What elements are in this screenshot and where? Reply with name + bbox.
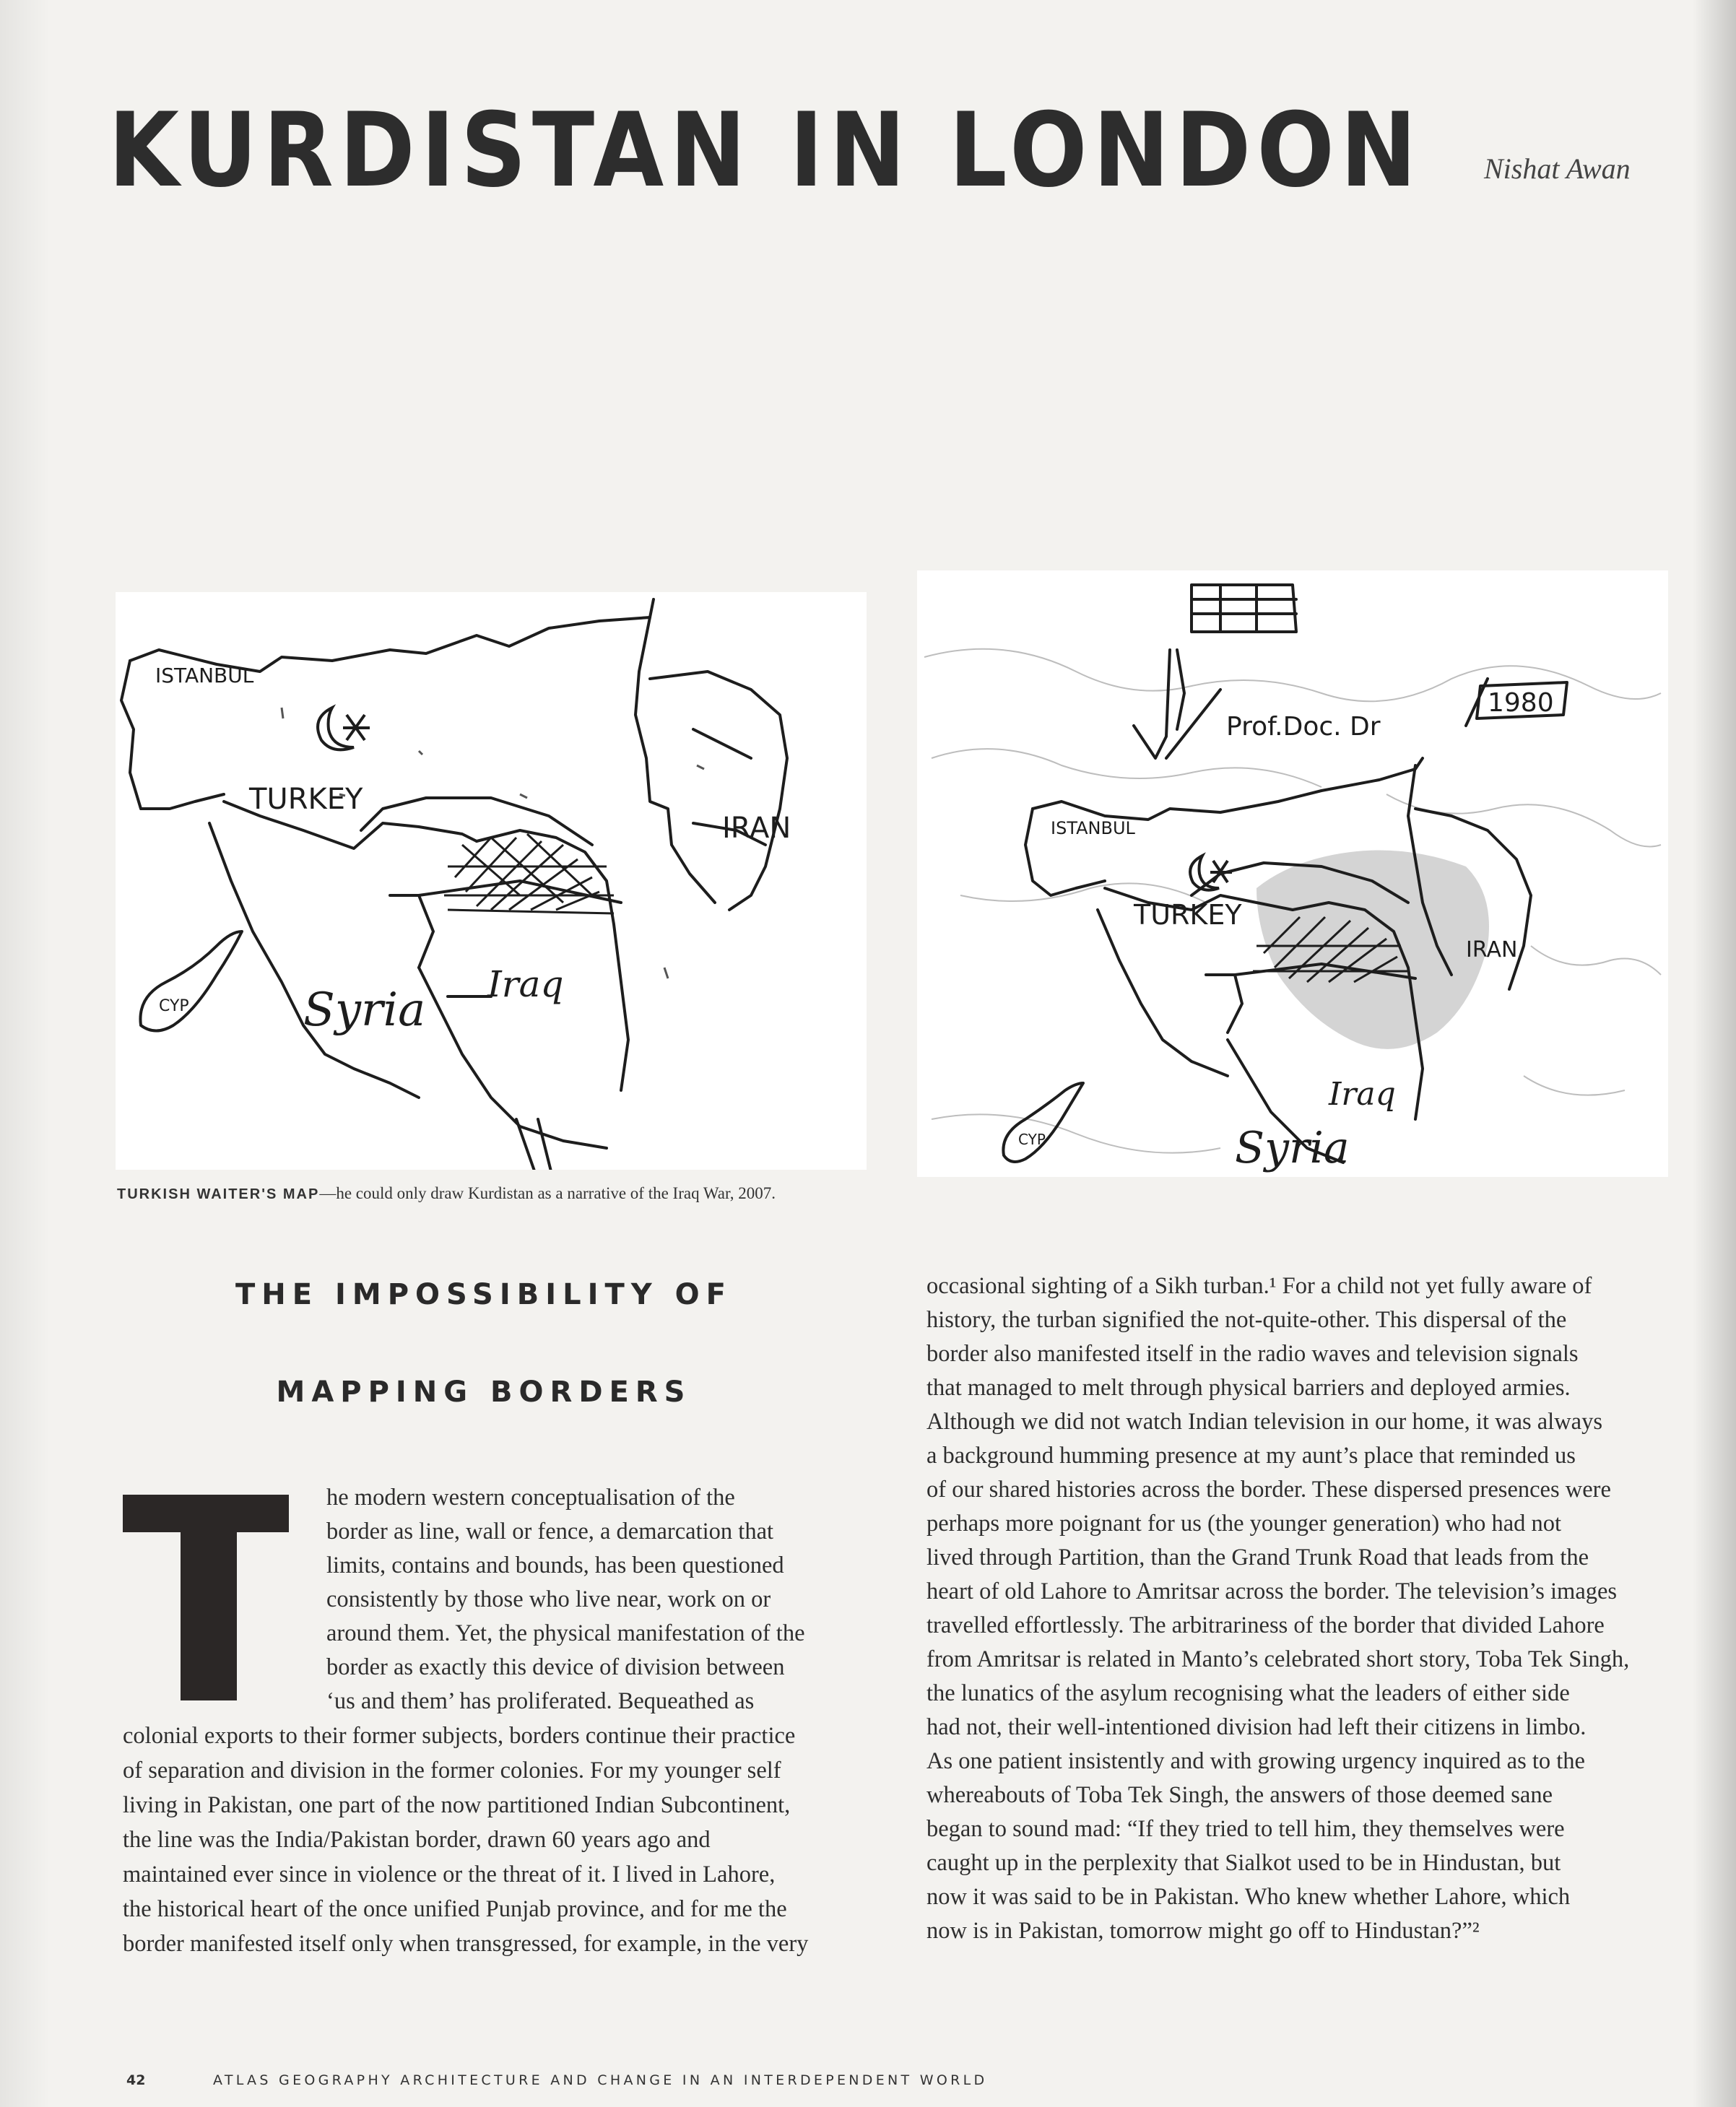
left-map-label-cyprus: CYP	[159, 997, 189, 1015]
body-right-line: perhaps more poignant for us (the younger generation) who had not	[926, 1511, 1562, 1537]
page-number: 42	[126, 2072, 146, 2088]
body-right-line: whereabouts of Toba Tek Singh, the answers of those deemed sane	[926, 1782, 1553, 1808]
right-sketch-map	[917, 570, 1668, 1177]
right-map-label-doctor: Prof.Doc. Dr	[1226, 712, 1381, 742]
page-edge-shade	[1693, 0, 1736, 2107]
section-heading-line-1: THE IMPOSSIBILITY OF	[235, 1278, 732, 1311]
left-map-label-syria: Syria	[303, 983, 426, 1037]
body-right-line: began to sound mad: “If they tried to tell him, they themselves were	[926, 1816, 1565, 1842]
body-right-line: of our shared histories across the border. These dispersed presences were	[926, 1477, 1611, 1503]
right-map-label-iran: IRAN	[1466, 937, 1518, 963]
right-map-label-iraq: Iraq	[1329, 1076, 1396, 1113]
body-left-line: maintained ever since in violence or the threat of it. I lived in Lahore,	[123, 1861, 776, 1887]
body-left-line: living in Pakistan, one part of the now partitioned Indian Subcontinent,	[123, 1792, 791, 1818]
body-left-line: border as line, wall or fence, a demarcation that	[326, 1519, 774, 1545]
body-right-line: now is in Pakistan, tomorrow might go off to Hindustan?”²	[926, 1918, 1480, 1944]
right-map-label-istanbul: ISTANBUL	[1051, 818, 1135, 838]
figure-caption-title: TURKISH WAITER'S MAP	[117, 1186, 320, 1202]
section-heading-line-2: MAPPING BORDERS	[276, 1376, 692, 1409]
left-map-label-istanbul: ISTANBUL	[155, 664, 254, 687]
body-left-line: ‘us and them’ has proliferated. Bequeathed as	[326, 1688, 755, 1714]
drop-cap	[123, 1495, 289, 1700]
body-right-line: from Amritsar is related in Manto’s celebrated short story, Toba Tek Singh,	[926, 1646, 1630, 1672]
page-gutter-shade	[0, 0, 51, 2107]
body-left-line: the line was the India/Pakistan border, drawn 60 years ago and	[123, 1827, 711, 1853]
body-right-line: had not, their well-intentioned division had left their citizens in limbo.	[926, 1714, 1587, 1740]
body-right-line: history, the turban signified the not-quite-other. This dispersal of the	[926, 1307, 1567, 1333]
body-left-line: border as exactly this device of division between	[326, 1654, 785, 1680]
figure-caption-text: —he could only draw Kurdistan as a narrative of the Iraq War, 2007.	[319, 1184, 776, 1202]
left-sketch-map	[116, 592, 867, 1170]
body-right-line: occasional sighting of a Sikh turban.¹ For a child not yet fully aware of	[926, 1273, 1592, 1299]
body-right-line: caught up in the perplexity that Sialkot used to be in Hindustan, but	[926, 1850, 1561, 1876]
body-left-line: border manifested itself only when transgressed, for example, in the very	[123, 1931, 809, 1957]
figure-caption	[117, 1184, 776, 1203]
body-right-line: a background humming presence at my aunt’s place that reminded us	[926, 1443, 1576, 1469]
body-left-line: consistently by those who live near, work on or	[326, 1586, 771, 1612]
body-right-line: that managed to melt through physical barriers and deployed armies.	[926, 1375, 1571, 1401]
body-right-line: heart of old Lahore to Amritsar across the border. The television’s images	[926, 1578, 1618, 1604]
body-left-line: of separation and division in the former colonies. For my younger self	[123, 1758, 781, 1784]
body-right-line: border also manifested itself in the radio waves and television signals	[926, 1341, 1579, 1367]
body-left-line: around them. Yet, the physical manifestation of the	[326, 1620, 805, 1646]
body-right-line: now it was said to be in Pakistan. Who knew whether Lahore, which	[926, 1884, 1571, 1910]
body-right-line: travelled effortlessly. The arbitrariness of the border that divided Lahore	[926, 1612, 1605, 1638]
left-map-label-iran: IRAN	[722, 812, 791, 845]
right-map-label-turkey: TURKEY	[1134, 899, 1242, 931]
body-right-line: As one patient insistently and with growing urgency inquired as to the	[926, 1748, 1585, 1774]
right-map-label-1980: 1980	[1488, 688, 1554, 718]
body-left-line: limits, contains and bounds, has been questioned	[326, 1552, 784, 1578]
body-left-line: the historical heart of the once unified Punjab province, and for me the	[123, 1896, 787, 1922]
body-left-line: colonial exports to their former subjects, borders continue their practice	[123, 1723, 796, 1749]
running-title: ATLAS GEOGRAPHY ARCHITECTURE AND CHANGE IN AN INTERDEPENDENT WORLD	[213, 2072, 988, 2088]
left-map-label-turkey: TURKEY	[249, 783, 363, 816]
body-right-line: the lunatics of the asylum recognising what the leaders of either side	[926, 1680, 1570, 1706]
right-map-label-cyprus: CYP	[1018, 1131, 1046, 1148]
left-map-label-iraq: Iraq	[487, 963, 564, 1005]
body-right-line: lived through Partition, than the Grand Trunk Road that leads from the	[926, 1545, 1589, 1571]
right-map-label-syria: Syria	[1235, 1123, 1350, 1173]
article-title: KURDISTAN IN LONDON	[108, 91, 1423, 210]
body-left-line: he modern western conceptualisation of the	[326, 1485, 735, 1511]
article-author: Nishat Awan	[1484, 152, 1631, 185]
body-right-line: Although we did not watch Indian television in our home, it was always	[926, 1409, 1603, 1435]
